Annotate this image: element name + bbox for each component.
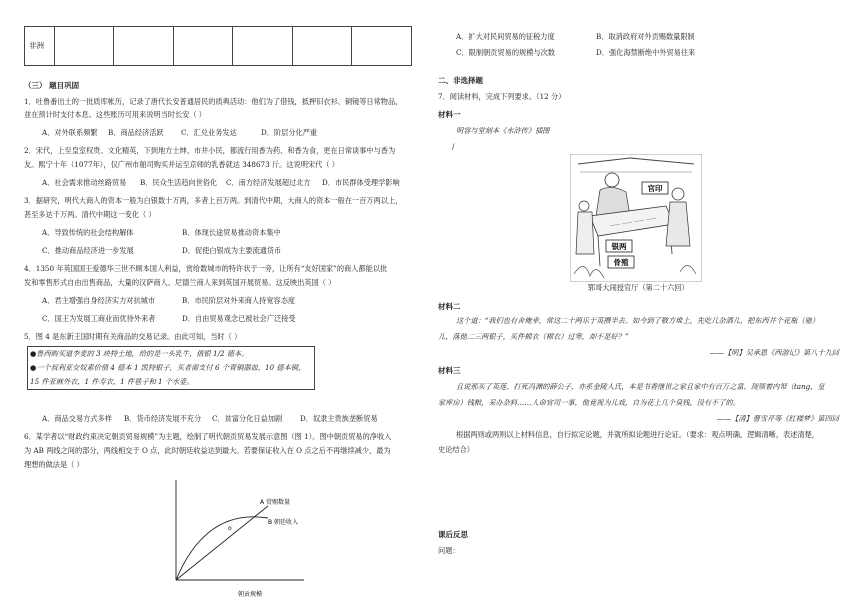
material-3-title: 材料三 <box>438 366 461 375</box>
q4-options-row2 <box>42 314 296 324</box>
q5-line1: 5．图 4 是东新王国时期有关商品的交易记录。由此可知，当时（ ） <box>24 332 242 341</box>
q2-line2: 友。熙宁十年（1077年），仅广州市舶司购买并运至京师的乳香就达 348673 斤。这说明宋代（ ） <box>24 160 339 169</box>
q3-line1: 3．据研究，明代大商人的资本一般为白银数十万两，多者上百万两。到清代中期，大商人的资本一般在一百万两以上， <box>24 196 403 205</box>
table-cell[interactable] <box>233 27 293 66</box>
trade-record-box <box>27 346 315 390</box>
option-c[interactable]: C．国王为发展工商业而优待外来者 <box>42 314 156 323</box>
task-line1: 根据两则或两则以上材料信息，自行拟定论题，并就所拟论题进行论证。（要求：观点明确，逻辑清晰，表述清楚， <box>456 430 819 439</box>
q4-line1: 4．1350 年英国国王爱德华三世不顾本国人利益，赏给数城市的特许状于一旁，让所有“友好国家”的商人都能以批 <box>24 264 388 273</box>
q7-prompt: 7．阅读材料，完成下列要求。（12 分） <box>438 92 566 101</box>
option-c[interactable]: C．限制朝贡贸易的规模与次数 <box>456 48 555 57</box>
img-label-yinliang: 银两 <box>611 242 627 251</box>
q6-line2: 为 AB 两线之间的部分，两线相交于 O 点，此时朝廷收益达到最大。若要保证收入在 O 点之后不再继续减少，最为 <box>24 446 391 455</box>
option-d[interactable]: D．奴隶主贵族垄断贸易 <box>300 414 378 423</box>
table-cell[interactable] <box>352 27 412 66</box>
material-2-line2: 儿，落他二三两银子，买件棉衣（棉衣）过寒，却不是好？” <box>438 332 629 341</box>
material-3-source: ——【清】曹雪芹等《红楼梦》第四回 <box>716 414 839 423</box>
option-a[interactable]: A．君主增强自身经济实力对抗城市 <box>42 296 156 305</box>
material-2-source: ——【明】吴承恩《西游记》第八十九回 <box>709 348 839 357</box>
option-a[interactable]: A．导致传统的社会结构解体 <box>42 228 134 237</box>
q2-line1: 2．宋代，上至皇室权贵、文化精英，下到地方士绅、市井小民，都流行用香为药、和香为食，更在日常谈事中与香为 <box>24 146 396 155</box>
q6-options-row2 <box>456 48 695 58</box>
q6-line3: 理想的做法是（ ） <box>24 460 84 469</box>
option-c[interactable]: C．贫富分化日益加剧 <box>212 414 283 423</box>
option-d[interactable]: D．自由贸易观念已被社会广泛接受 <box>182 314 296 323</box>
option-b[interactable]: B．体现长途贸易推动资本集中 <box>182 228 281 237</box>
region-table <box>24 26 412 66</box>
option-d[interactable]: D．市民群体受理学影响 <box>322 178 400 187</box>
option-b[interactable]: B．取消政府对外贡赐数量限制 <box>596 32 695 41</box>
table-cell[interactable] <box>173 27 233 66</box>
trade-record-line: ●鲁西购买道李麦的 3 块特土地，给的是一头乳牛，值银 1/2 德本。 <box>30 349 249 358</box>
option-b[interactable]: B．市民阶层对外来商人持宽容态度 <box>182 296 296 305</box>
q2-options <box>42 178 400 188</box>
series-b-label: B 朝廷收入 <box>268 519 299 526</box>
option-c[interactable]: C．汇兑业务发达 <box>181 128 237 137</box>
table-row-label: 非洲 <box>25 27 55 66</box>
illustration-caption: 郓哥大闹授官厅（第二十六回） <box>588 283 689 292</box>
q3-options-row1 <box>42 228 281 238</box>
option-d[interactable]: D．阶层分化严重 <box>261 128 318 137</box>
section-title: （三） 题目巩固 <box>24 81 80 90</box>
q3-options-row2 <box>42 246 281 256</box>
option-a[interactable]: A．扩大对民间贸易的征税力度 <box>456 32 555 41</box>
trade-record-line: ●一个叔利亚女奴素价值 4 德本 1 凯特银子，买者需支付 6 个青铜器皿、10 德本铜， <box>30 363 306 372</box>
reflection-question[interactable]: 问题： <box>438 546 460 555</box>
option-b[interactable]: B．商品经济活跃 <box>108 128 164 137</box>
x-axis-label: 朝贡规模 <box>238 591 263 598</box>
reflection-title: 课后反思 <box>438 530 468 539</box>
img-label-guanyin: 官印 <box>647 184 663 193</box>
table-cell[interactable] <box>114 27 174 66</box>
option-d[interactable]: D．促使白银成为主要流通货币 <box>182 246 282 255</box>
shuihu-illustration <box>570 154 702 282</box>
material-2-line1: 这个道：“我们也有舍俺幸，常这二十两乐于英攒半去。如今到了敬方堆上，先吃几杂酒儿，把东西并个花瓶（驰） <box>456 316 820 325</box>
table-row <box>25 27 412 66</box>
series-b-line <box>176 517 268 580</box>
trade-record-line: 15 件亚麻外衣，1 件寿衣，1 件毯子和 1 个水壶。 <box>30 377 194 386</box>
material-3-line1: 且说那买了英莲、打死冯渊的薛公子，亦系金陵人氏，本是书香继世之家且家中有百万之富。现领着内帑（tang，皇 <box>456 382 825 391</box>
intersection-label: o <box>228 525 232 532</box>
option-c[interactable]: C．南方经济发展超过北方 <box>226 178 311 187</box>
q6-line1: 6．某学者以“财政约束决定朝贡贸易规模”为主题，绘制了明代朝贡贸易发展示意图（图 1）。图中朝贡贸易的净收入 <box>24 432 392 441</box>
q6-options-row1 <box>456 32 695 42</box>
material-1-mark: / <box>452 142 455 151</box>
option-a[interactable]: A．商品交易方式多样 <box>42 414 112 423</box>
option-b[interactable]: B．民众生活趋向世俗化 <box>140 178 218 187</box>
material-3-line2: 家库房）钱粮，采办杂料……人命官司一事，他竟视为儿戏，自为花上几个臭钱，没有不了的。 <box>438 398 740 407</box>
q5-options <box>42 414 378 424</box>
material-2-title: 材料二 <box>438 302 461 311</box>
material-1-caption: 明容与堂刻本《水浒传》插图 <box>456 126 550 135</box>
q4-options-row1 <box>42 296 295 306</box>
option-d[interactable]: D．强化海禁断绝中外贸易往来 <box>596 48 696 57</box>
tribute-trade-chart <box>164 472 314 604</box>
q1-line1: 1．吐鲁番出土的一批质库帐历，记录了唐代长安普通居民的质典活动：他们为了借钱，抵押旧衣衫、铜镜等日常物品， <box>24 97 403 106</box>
q3-line2: 甚至多达千万两。清代中期这一变化（ ） <box>24 210 156 219</box>
q1-line2: 並在预计时支付本息。这些账历可用来说明当时长安（ ） <box>24 110 206 119</box>
option-b[interactable]: B．货币经济发展不充分 <box>124 414 202 423</box>
option-a[interactable]: A．社会需求推动丝路贸易 <box>42 178 127 187</box>
task-line2: 史论结合） <box>438 445 474 454</box>
img-label-gubo: 骨殖 <box>613 258 629 267</box>
series-a-label: A 赏赐数量 <box>260 499 291 506</box>
q4-line2: 发和零售形式自由出售商品，大量的汉萨商人、尼德兰商人来到英国开展贸易。这反映出英国（ ） <box>24 278 336 287</box>
section-title: 二、非选择题 <box>438 76 483 85</box>
option-c[interactable]: C．推动商品经济进一步发展 <box>42 246 134 255</box>
option-a[interactable]: A．对外联系频繁 <box>42 128 98 137</box>
table-cell[interactable] <box>292 27 352 66</box>
material-1-title: 材料一 <box>438 110 461 119</box>
q1-options <box>42 128 317 138</box>
table-cell[interactable] <box>54 27 114 66</box>
